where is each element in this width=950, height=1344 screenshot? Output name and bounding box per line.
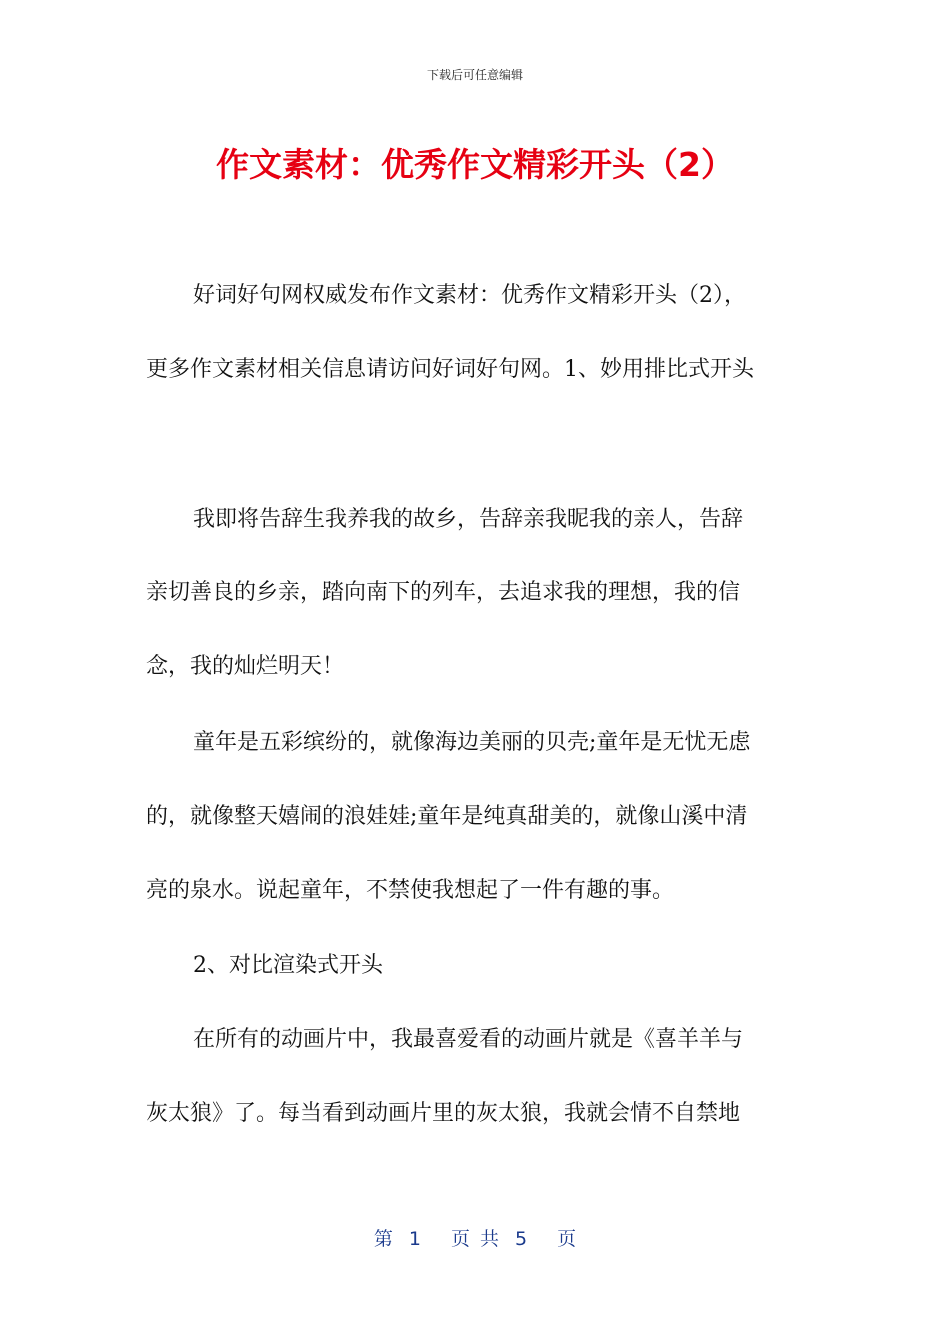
page-number: 1 <box>408 1228 421 1250</box>
body-line-1: 好词好句网权威发布作文素材：优秀作文精彩开头（2）， <box>193 283 746 308</box>
page-label: 第 <box>373 1228 393 1250</box>
body-line-10: 灰太狼》了。每当看到动画片里的灰太狼，我就会情不自禁地 <box>146 1101 741 1126</box>
total-unit: 页 <box>557 1228 577 1250</box>
body-line-7: 的，就像整天嬉闹的浪娃娃;童年是纯真甜美的，就像山溪中清 <box>146 804 748 829</box>
total-label: 共 <box>480 1228 500 1250</box>
total-pages: 5 <box>515 1228 528 1250</box>
page-unit: 页 <box>450 1228 470 1250</box>
body-line-6: 童年是五彩缤纷的，就像海边美丽的贝壳;童年是无忧无虑 <box>193 730 751 755</box>
section-heading-2: 2、对比渲染式开头 <box>193 953 383 978</box>
page-footer <box>0 1225 950 1253</box>
body-line-4: 亲切善良的乡亲，踏向南下的列车，去追求我的理想，我的信 <box>146 580 741 605</box>
body-line-9: 在所有的动画片中，我最喜爱看的动画片就是《喜羊羊与 <box>193 1027 744 1052</box>
body-line-8: 亮的泉水。说起童年，不禁使我想起了一件有趣的事。 <box>146 878 675 903</box>
body-line-5: 念，我的灿烂明天！ <box>146 654 345 679</box>
header-note: 下载后可任意编辑 <box>426 68 523 82</box>
body-line-2: 更多作文素材相关信息请访问好词好句网。1、妙用排比式开头 <box>146 357 754 382</box>
body-line-3: 我即将告辞生我养我的故乡，告辞亲我昵我的亲人，告辞 <box>193 507 744 532</box>
document-title: 作文素材：优秀作文精彩开头（2） <box>216 145 734 184</box>
